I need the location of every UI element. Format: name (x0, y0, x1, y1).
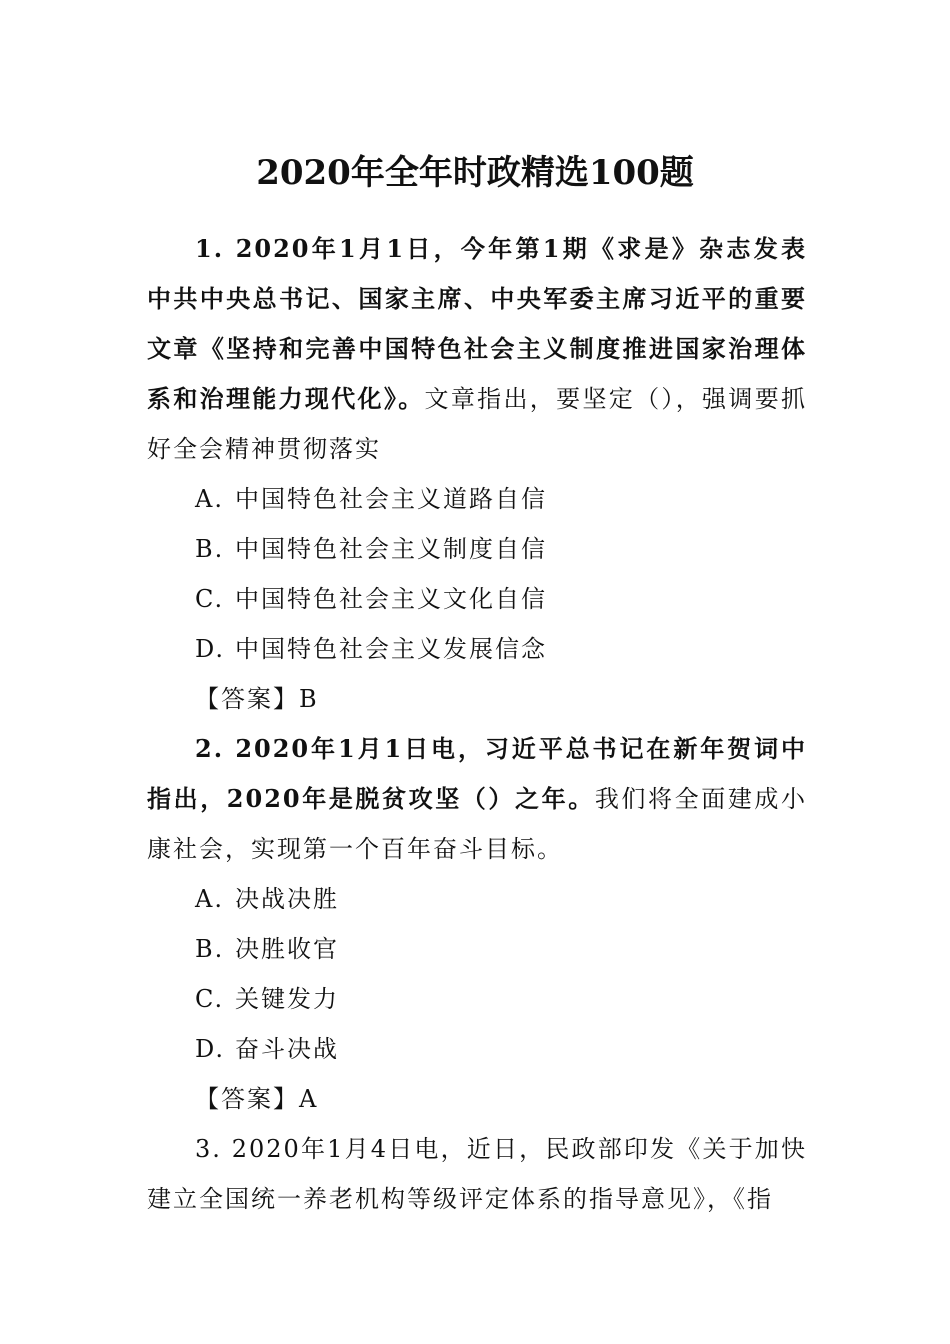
option-text: 中国特色社会主义道路自信 (235, 485, 547, 513)
option-text: 决战决胜 (235, 885, 339, 913)
question-1-stem-bold: 1. 2020年1月1日，今年第1期《求是》杂志发表中共中央总书记、国家主席、中央军委主席习近平的重要文章《坚持和完善中国特色社会主义制度推进国家治理体系和治理能力现代化》。 (147, 234, 807, 413)
question-1-option-d (147, 624, 807, 674)
option-letter: D. (195, 1035, 226, 1063)
question-2-stem (147, 724, 807, 874)
question-1-stem-normal: 文章指出，要坚定（），强调要抓好全会精神贯彻落实 (147, 385, 808, 463)
question-1-option-a (147, 474, 807, 524)
question-2-option-a (147, 874, 807, 924)
option-text: 奋斗决战 (235, 1035, 339, 1063)
question-3-stem (147, 1124, 807, 1224)
question-3-stem-normal: 3. 2020年1月4日电，近日，民政部印发《关于加快建立全国统一养老机构等级评定体系的指导意见》，《指 (147, 1135, 807, 1213)
option-text: 中国特色社会主义文化自信 (235, 585, 547, 613)
option-text: 中国特色社会主义发展信念 (235, 635, 547, 663)
document-title: 2020年全年时政精选100题 (256, 153, 694, 193)
option-letter: D. (195, 635, 226, 663)
option-letter: A. (195, 885, 224, 913)
question-1-option-c (147, 574, 807, 624)
document-body (147, 224, 807, 1224)
question-2-option-c (147, 974, 807, 1024)
question-1-option-b (147, 524, 807, 574)
option-letter: B. (195, 935, 225, 963)
question-2-option-d (147, 1024, 807, 1074)
answer-value: B (299, 685, 319, 713)
question-1-answer (147, 674, 807, 724)
option-letter: C. (195, 585, 225, 613)
option-text: 决胜收官 (235, 935, 339, 963)
answer-value: A (299, 1085, 319, 1113)
option-text: 关键发力 (235, 985, 339, 1013)
option-letter: A. (195, 485, 224, 513)
question-2-stem-normal: 我们将全面建成小康社会，实现第一个百年奋斗目标。 (147, 785, 808, 863)
option-letter: B. (195, 535, 225, 563)
question-2-stem-bold: 2. 2020年1月1日电，习近平总书记在新年贺词中指出，2020年是脱贫攻坚（）之年。 (147, 734, 807, 813)
option-text: 中国特色社会主义制度自信 (235, 535, 547, 563)
question-1-stem (147, 224, 807, 474)
question-2-answer (147, 1074, 807, 1124)
answer-label: 【答案】 (195, 1085, 299, 1113)
question-2-option-b (147, 924, 807, 974)
option-letter: C. (195, 985, 225, 1013)
answer-label: 【答案】 (195, 685, 299, 713)
